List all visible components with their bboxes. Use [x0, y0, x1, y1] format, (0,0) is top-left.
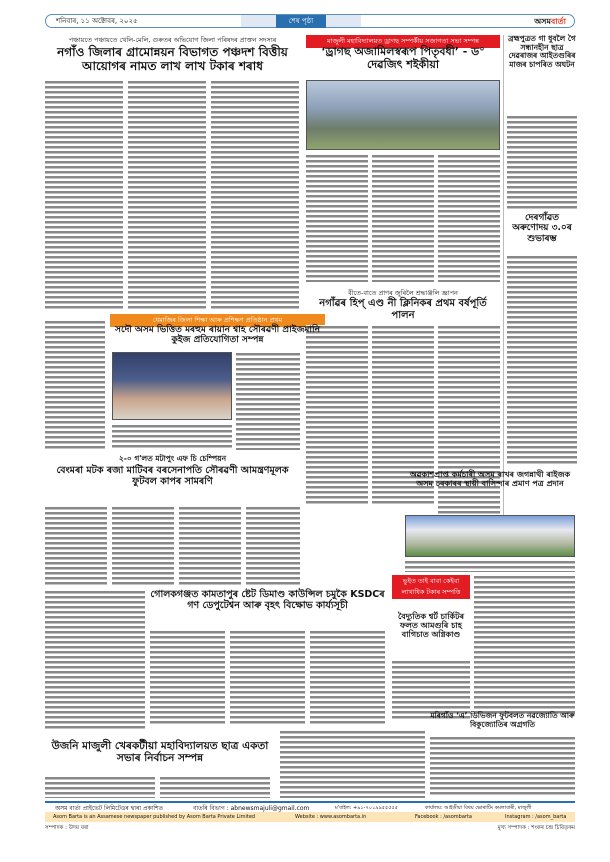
fire-tag: ভুইত তাই বাবা কেইবা লাখাধিক টকাৰ সম্পত্তি	[392, 575, 470, 599]
football-body-col3	[179, 506, 241, 586]
quiz-tag: ধেমাজিৰ জিলা শিক্ষা আৰু প্ৰশিক্ষণ প্ৰতিষ্ঠান প্ৰথম	[110, 314, 325, 327]
jagannath-body	[474, 575, 575, 715]
lead-body-col2	[128, 80, 206, 310]
football-body-col2	[112, 506, 174, 586]
quiz-body-col1	[236, 352, 300, 450]
drugs-body-col2	[372, 154, 434, 282]
clinic-headline: নগাঁৱৰ হিপ্ এণ্ড নী ক্লিনিকৰ প্ৰথম বৰ্ষপূৰ্তি পালন	[319, 298, 487, 321]
lead-body-col3	[211, 80, 299, 310]
footer-instagram[interactable]: Instagram : /asom_barta	[505, 814, 567, 820]
drugs-body-col1	[306, 154, 368, 282]
margherita-headline: মৰিগাঁও ‘এ’ ডিভিজন ফুটবলত নৱজ্যোতি আৰু বিকুজ্যোতিৰ অগ্ৰগতি	[430, 711, 575, 729]
lead-kicker: পঞ্চায়তে পঞ্চায়তে খেলি-মেলি, গুৰুতৰ অভিযোগ জিলা পৰিষদৰ প্ৰাক্তন সদস্যৰ	[68, 36, 277, 44]
lead-headline: নগাঁও জিলাৰ গ্ৰামোন্নয়ন বিভাগত পঞ্চদশ বিত্তীয় আয়োগৰ নামত লাখ লাখ টকাৰ শৰাধ	[57, 45, 288, 73]
right-top-body	[507, 115, 577, 210]
drugs-headline: ‘ড্ৰাগছ অজামিলস্বৰূপ পিতৃবধী’ - ড° দেৱজিৎ শইকীয়া	[321, 45, 485, 71]
majuli-college-headline: উজনি মাজুলী খেৰকটীয়া মহাবিদ্যালয়ত ছাত্ৰ একতা সভাৰ নিৰ্বাচন সম্পন্ন	[51, 740, 269, 765]
footer-address: কাৰ্যালয়: আইডীয়া বিষয় ভোৰাটিং কমলাবাৰী, মাজুলী	[425, 805, 532, 811]
majuli-college-body-col2	[160, 776, 270, 798]
right-mid-headline: দেৰগাঁৱত অৰুণোদয় ৩.০ৰ শুভাৰম্ভ	[512, 213, 572, 244]
jagannath-photo	[405, 515, 575, 557]
drugs-photo	[306, 80, 500, 150]
football-body-col1	[45, 506, 107, 586]
margherita-body	[430, 736, 575, 796]
quiz-photo	[112, 352, 232, 420]
page-label: শেষ পৃষ্ঠা	[276, 15, 326, 28]
football-body-col4	[246, 506, 300, 586]
issue-date: শনিবাৰ, ১১ অক্টোবৰ, ২০২৫	[56, 17, 138, 25]
footer-about: Asom Barta is an Assamese newspaper published by Asom Barta Private Limited	[53, 814, 256, 820]
right-mid-body	[507, 255, 577, 465]
masthead	[45, 14, 575, 28]
ksdc-body-col2	[230, 630, 305, 725]
football-kicker: ২-০ গ'লত মটাপুং এফ চি চেম্পিয়ন	[118, 454, 227, 463]
footer-phone: ম'বাইল: +৯১-৭০১৯৯৫৫৫৫৫	[335, 805, 398, 811]
ksdc-headline: গোলকগঞ্জত কামতাপুৰ ষ্টেট ডিমাণ্ড কাউন্সিল চমুকৈ KSDCৰ গণ ডেপুটেশ্বন আৰু বৃহৎ বিক্ষোভ কাৰ্য্যসূচী	[150, 589, 385, 611]
majuli-college-body-col1	[45, 776, 155, 798]
footer-contact-bar	[45, 801, 575, 812]
drugs-tag: মাজুলী মহাবিদ্যালয়ত ড্ৰাগছ সম্পৰ্কীয় সজাগতা সভা সম্পন্ন	[306, 35, 500, 48]
lead-body-col1	[45, 80, 123, 310]
fire-headline: বৈদ্যুতিক শ্বৰ্ট চাৰ্কিটৰ ফলত আমগুৰি চাহ বাগিচাত অগ্নিকাণ্ড	[398, 612, 464, 640]
ksdc-body-continued	[280, 730, 425, 798]
drugs-body-col3	[438, 154, 500, 282]
jagannath-headline: অৱকাশপ্ৰাপ্ত কৰ্মচাৰী অসম ৰাখৰ জগন্নাথী ৰাইজক অসম চৰকাৰৰ স্থায়ী বাসিন্দাৰ প্ৰমাণ পত্ৰ প্ৰদান	[409, 470, 571, 489]
clinic-body-col1	[306, 325, 368, 505]
quiz-headline: সদৌ অসম ভিত্তিত মৰহুম ৰায়ান শ্বাহ সৌৰৱণী প্ৰাইজমানি কুইজ প্ৰতিযোগিতা সম্পন্ন	[115, 325, 320, 346]
newspaper-logo: অসমবাৰ্তা	[534, 17, 566, 26]
lead-body-continued	[45, 320, 105, 450]
footer-editor: সম্পাদক : উদয় বৰা	[45, 825, 89, 831]
football-headline: বেংমৰা মটক ৰজা মাটিবৰ বৰসেনাপতি সৌৰৱণী আমন্ত্ৰণমূলক ফুটবল কাপৰ সামৰণি	[56, 465, 289, 487]
ksdc-body-col1	[150, 630, 225, 725]
footer-website[interactable]: Website : www.asombarta.in	[295, 814, 367, 820]
quiz-body-col2	[112, 424, 232, 450]
footer-chief-editor: মুখ্য সম্পাদক : শংকৰ চন্দ্ৰ চিবিতৃকম	[497, 825, 575, 831]
ksdc-body-col3	[310, 630, 385, 725]
footer-tagline: অসম বাৰ্তা প্ৰাইভেট লিমিটেডৰ দ্বাৰা প্ৰকাশিত	[55, 805, 164, 812]
football-body-continued	[45, 590, 145, 730]
clinic-kicker: বীতে-বাতে প্ৰাণৰ জুৰিলৈ শ্ৰদ্ধাঞ্জলি জ্ঞাপন	[348, 289, 458, 297]
footer-facebook[interactable]: Facebook : /asombarta	[415, 814, 472, 820]
jagannath-caption	[405, 560, 575, 572]
right-top-headline: ব্ৰহ্মপুত্ৰত গা ধুবলৈ গৈ সন্ধানহীন ছাত্ৰ দেৱৰাজৰ আইতগুৰিৰ মাজৰ চাপৰিত অঘটন	[508, 34, 576, 69]
footer-email[interactable]: বাতৰি বিভাগ : abnewsmajuli@gmail.com	[193, 805, 310, 812]
footer-credits	[45, 823, 575, 833]
footer-links-bar	[45, 812, 575, 822]
